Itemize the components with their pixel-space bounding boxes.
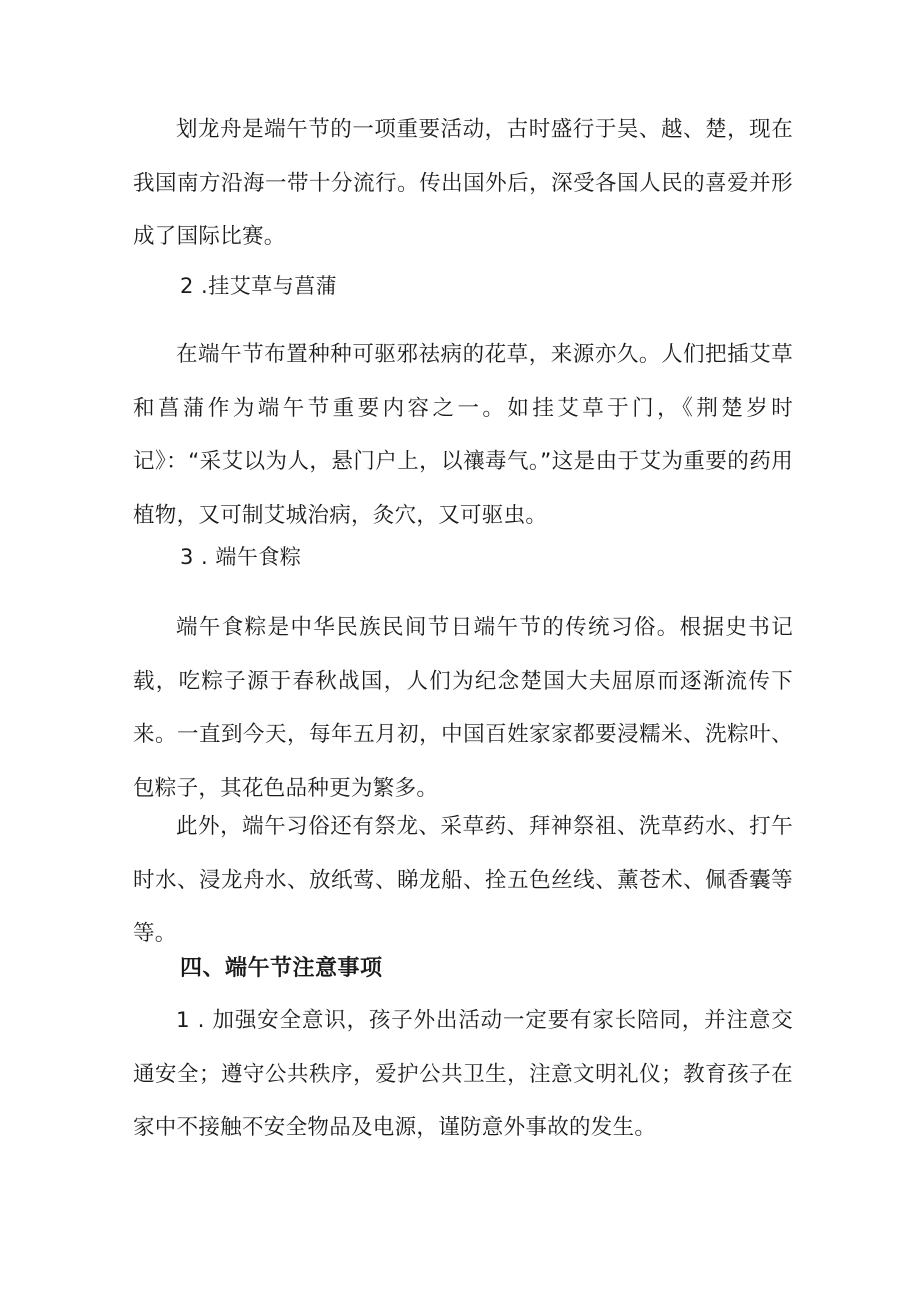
paragraph-other-customs: 此外，端午习俗还有祭龙、采草药、拜神祭祖、洗草药水、打午时水、浸龙舟水、放纸莺、睇龙船、拴五色丝线、薰苍术、佩香囊等等。 (133, 814, 793, 946)
subheading-hanging-mugwort: 2 .挂艾草与菖蒲 (180, 274, 338, 298)
section-heading-precautions: 四、端午节注意事项 (180, 956, 383, 981)
paragraph-dragon-boat: 划龙舟是端午节的一项重要活动，古时盛行于吴、越、楚，现在我国南方沿海一带十分流行。传出国外后，深受各国人民的喜爱并形成了国际比赛。 (133, 117, 793, 249)
paragraph-zongzi: 端午食粽是中华民族民间节日端午节的传统习俗。根据史书记载，吃粽子源于春秋战国，人们为纪念楚国大夫屈原而逐渐流传下来。一直到今天，每年五月初，中国百姓家家都要浸糯米、洗粽叶、包粽子，其花色品种更为繁多。 (133, 615, 793, 801)
paragraph-safety-awareness: 1 . 加强安全意识，孩子外出活动一定要有家长陪同，并注意交通安全；遵守公共秩序，爱护公共卫生，注意文明礼仪；教育孩子在家中不接触不安全物品及电源，谨防意外事故的发生。 (133, 1008, 793, 1140)
paragraph-mugwort-calamus: 在端午节布置种种可驱邪祛病的花草，来源亦久。人们把插艾草和菖蒲作为端午节重要内容之一。如挂艾草于门，《荆楚岁时记》：“采艾以为人，悬门户上，以禳毒气。”这是由于艾为重要的药用植物，又可制艾城治病，灸穴，又可驱虫。 (133, 342, 793, 528)
subheading-eating-zongzi: 3 . 端午食粽 (180, 545, 302, 569)
